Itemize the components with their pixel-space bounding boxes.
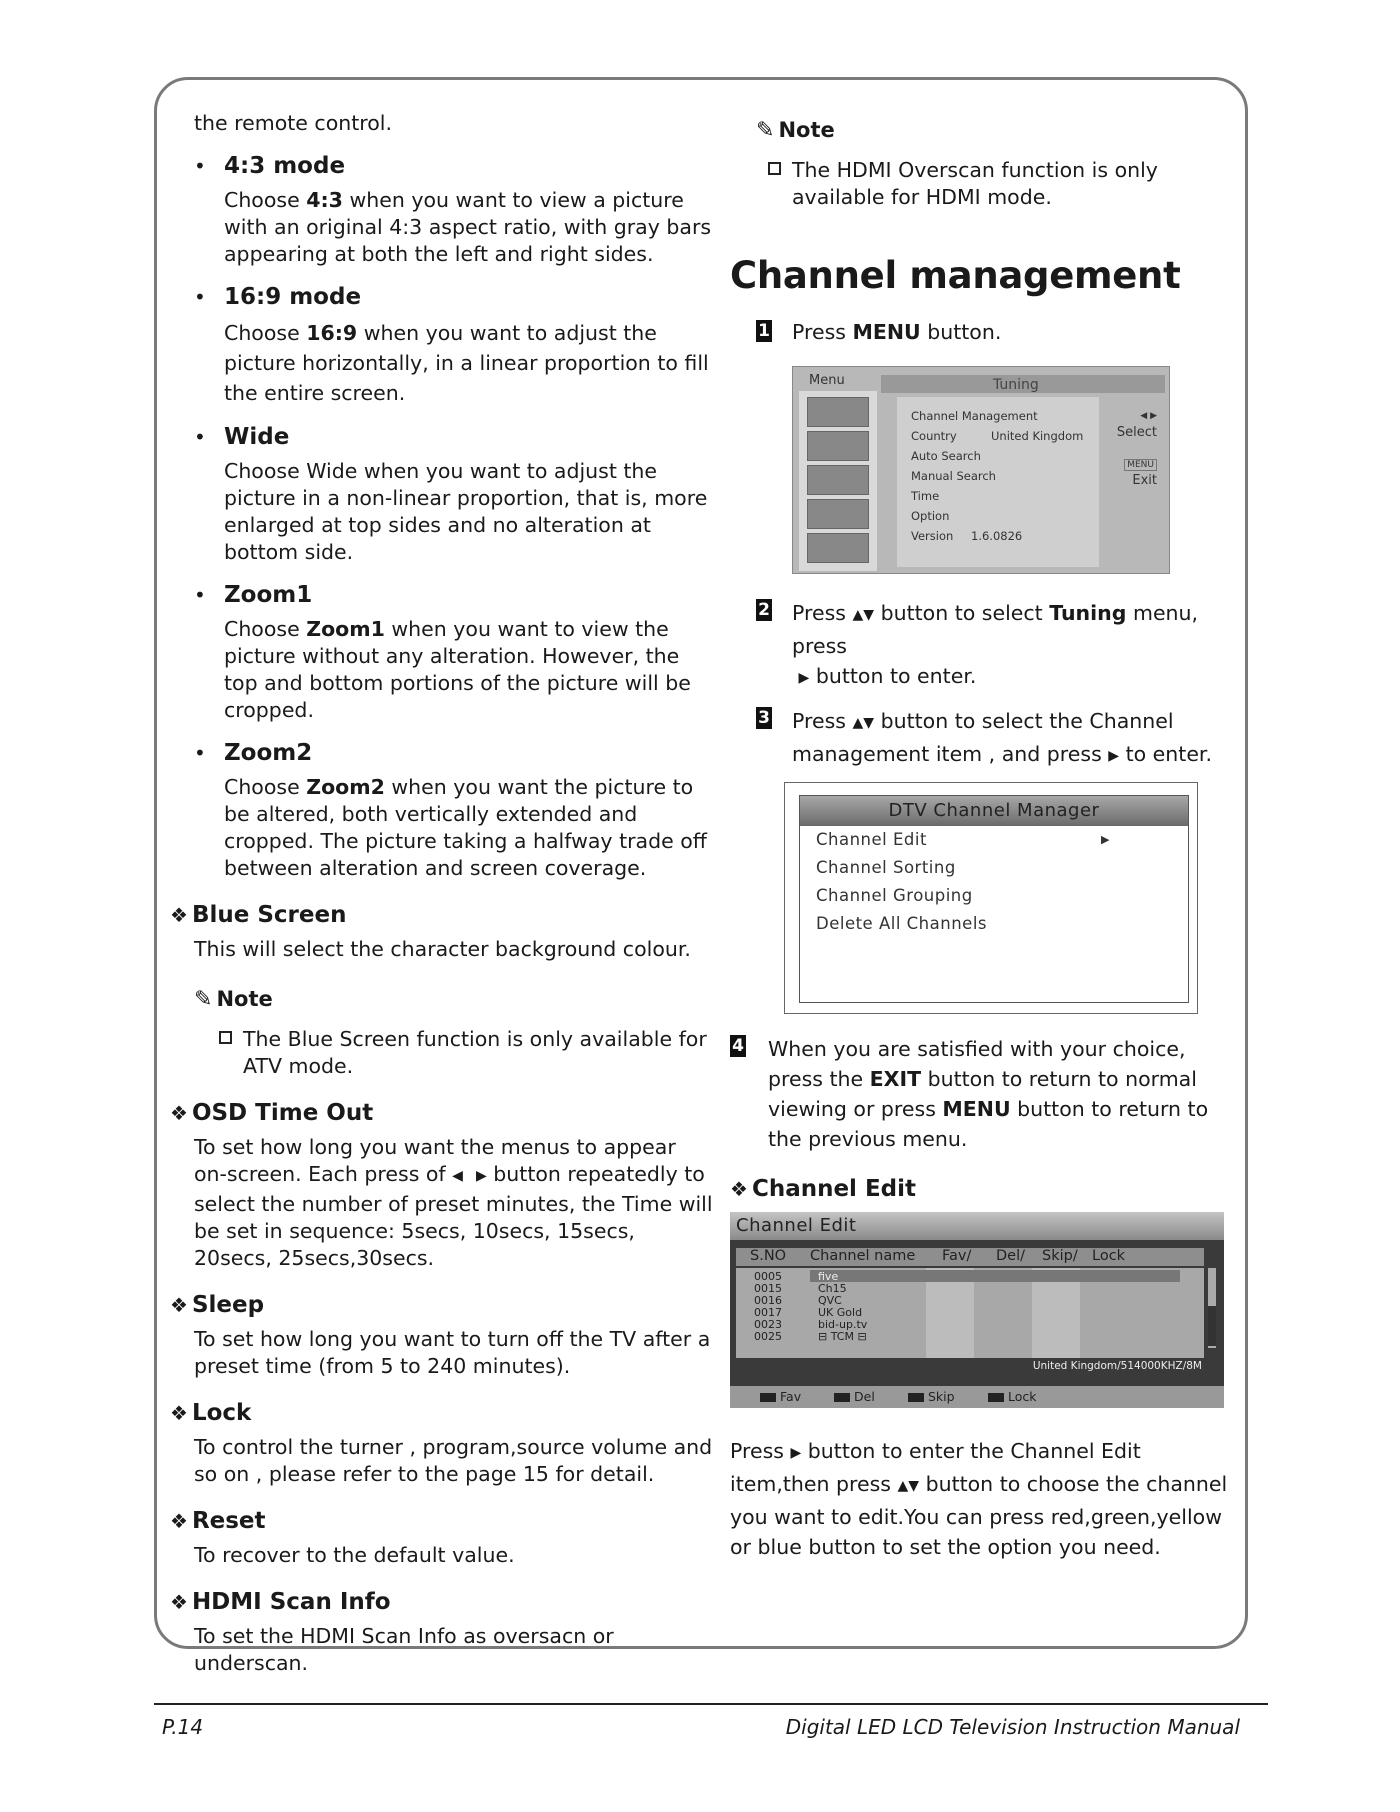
mode-title: Wide [224, 424, 290, 450]
pencil-icon: ✎ [756, 118, 775, 143]
right-arrow-icon: ▶ [1101, 833, 1110, 846]
step-number: 3 [756, 707, 772, 729]
row-sno: 0015 [754, 1282, 782, 1295]
left-arrow-icon: ◀ [452, 1168, 463, 1184]
note-hdmi-overscan [730, 116, 1240, 211]
section-osd-time-out [170, 1098, 714, 1272]
section-title: Sleep [191, 1292, 265, 1318]
menu-item: Version [911, 529, 954, 543]
dtv-title: DTV Channel Manager [800, 796, 1188, 826]
down-arrow-icon: ▼ [863, 607, 875, 623]
channel-edit-screenshot [730, 1212, 1224, 1408]
tuning-tab: Tuning [993, 377, 1039, 393]
version-value: 1.6.0826 [971, 529, 1023, 543]
right-arrow-icon: ▶ [1108, 748, 1120, 764]
mode-4-3: • 4:3 mode Choose 4:3 when you want to view a picture with an original 4:3 aspect ratio, with gray bars appearing at both the left and right sides. [194, 151, 714, 268]
section-text: To set how long you want the menus to appear on-screen. Each press of ◀ ▶ button repeatedly to select the number of preset minutes, the Time will be set in sequence: 5secs, 10secs, 15secs, 20secs, 25secs,30secs. [194, 1135, 713, 1270]
section-title: Channel Edit [751, 1176, 917, 1202]
menu-item: Country [911, 429, 957, 443]
menu-label: Menu [809, 373, 845, 388]
lock-icon: ⊟ [857, 1330, 867, 1343]
row-sno: 0017 [754, 1306, 782, 1319]
mode-text: Choose Zoom1 when you want to view the picture without any alteration. However, the top and bottom portions of the picture will be cropped. [224, 617, 691, 722]
section-title: Blue Screen [191, 902, 347, 928]
diamond-icon: ❖ [170, 903, 188, 927]
section-text: To set the HDMI Scan Info as oversacn or underscan. [194, 1624, 614, 1675]
diamond-icon: ❖ [170, 1509, 188, 1533]
step-number: 1 [756, 320, 772, 342]
yellow-key-icon [908, 1393, 924, 1402]
mode-title: Zoom2 [224, 740, 313, 766]
pencil-icon: ✎ [194, 987, 213, 1012]
note-blue-screen [194, 985, 714, 1080]
section-title: Reset [191, 1508, 266, 1534]
section-channel-edit [730, 1174, 1240, 1204]
final-instructions: Press ▶ button to enter the Channel Edit item,then press ▲▼ button to choose the channel you want to edit.You can press red,green,yellow or blue button to set the option you need. [730, 1439, 1228, 1559]
section-lock [170, 1398, 714, 1488]
mode-16-9: • 16:9 mode Choose 16:9 when you want to adjust the picture horizontally, in a linear proportion to fill the entire screen. [194, 282, 714, 408]
up-arrow-icon: ▲ [852, 715, 864, 731]
mode-zoom1: • Zoom1 Choose Zoom1 when you want to view the picture without any alteration. However, the top and bottom portions of the picture will be cropped. [194, 580, 714, 724]
row-name: Ch15 [818, 1282, 847, 1295]
section-reset [170, 1506, 714, 1569]
row-name: five [818, 1270, 839, 1283]
tuning-icon [807, 465, 869, 495]
step-2: 2 Press ▲▼ button to select Tuning menu, press ▶ button to enter. [730, 598, 1240, 694]
left-column [170, 110, 714, 1677]
row-sno: 0025 [754, 1330, 782, 1343]
green-key-icon [834, 1393, 850, 1402]
ce-footer: Fav Del Skip Lock [730, 1386, 1224, 1408]
section-hdmi-scan-info [170, 1587, 714, 1677]
section-text: To set how long you want to turn off the TV after a preset time (from 5 to 240 minutes). [194, 1327, 711, 1378]
tools-icon [807, 533, 869, 563]
ce-status: United Kingdom/514000KHZ/8M [1032, 1360, 1202, 1372]
ce-channel-list [736, 1268, 1204, 1358]
dtv-channel-manager-screenshot [784, 782, 1198, 1014]
col-header: S.NO [750, 1248, 787, 1264]
country-value: United Kingdom [991, 429, 1084, 443]
manual-title: Digital LED LCD Television Instruction Manual [785, 1715, 1240, 1739]
mode-text: Choose 4:3 when you want to view a picture with an original 4:3 aspect ratio, with gray bars appearing at both the left and right sides. [224, 188, 712, 266]
mode-wide: • Wide Choose Wide when you want to adjust the picture in a non-linear proportion, that is, more enlarged at top sides and no alteration at bottom side. [194, 422, 714, 566]
section-title: HDMI Scan Info [191, 1589, 391, 1615]
exit-label: Exit [1132, 473, 1157, 488]
right-arrow-icon: ▶ [790, 1445, 802, 1461]
menu-screenshot [792, 366, 1170, 574]
diamond-icon: ❖ [170, 1590, 188, 1614]
right-arrow-icon: ▶ [798, 670, 810, 686]
ce-title: Channel Edit [736, 1215, 857, 1236]
section-title: Lock [191, 1400, 252, 1426]
blue-key-icon [988, 1393, 1004, 1402]
mode-text: Choose Zoom2 when you want the picture to be altered, both vertically extended and cropped. The picture taking a halfway trade off between alteration and screen coverage. [224, 775, 707, 880]
section-sleep [170, 1290, 714, 1380]
mode-title: 16:9 mode [224, 284, 362, 310]
checkbox-icon [219, 1031, 232, 1044]
select-label: Select [1116, 425, 1157, 440]
down-arrow-icon: ▼ [863, 715, 875, 731]
menu-item: Auto Search [911, 449, 981, 463]
row-sno: 0023 [754, 1318, 782, 1331]
down-arrow-icon: ▼ [908, 1478, 920, 1494]
diamond-icon: ❖ [170, 1101, 188, 1125]
diamond-icon: ❖ [170, 1401, 188, 1425]
up-arrow-icon: ▲ [852, 607, 864, 623]
sound-icon [807, 431, 869, 461]
dtv-item: Channel Edit ▶ [816, 826, 1188, 854]
intro-text: the remote control. [194, 111, 393, 135]
col-header: Del/ [996, 1248, 1025, 1264]
step-3: 3 Press ▲▼ button to select the Channel management item , and press ▶ to enter. [730, 706, 1240, 772]
note-text: The Blue Screen function is only available for ATV mode. [243, 1027, 707, 1078]
row-sno: 0005 [754, 1270, 782, 1283]
section-text: To recover to the default value. [194, 1543, 515, 1567]
scrollbar [1208, 1268, 1216, 1348]
col-header: Skip/ [1042, 1248, 1078, 1264]
up-arrow-icon: ▲ [897, 1478, 909, 1494]
note-text: The HDMI Overscan function is only available for HDMI mode. [792, 158, 1158, 209]
note-title: Note [216, 987, 273, 1011]
lock-icon: ⊟ [818, 1330, 828, 1343]
col-header: Lock [1092, 1248, 1126, 1264]
row-name: ⊟ TCM ⊟ [818, 1330, 867, 1343]
right-column [730, 110, 1240, 1562]
dtv-item: Channel Grouping [816, 886, 973, 905]
mode-title: 4:3 mode [224, 153, 346, 179]
step-number: 2 [756, 599, 772, 621]
step-number: 4 [730, 1035, 746, 1057]
col-header: Channel name [810, 1248, 916, 1264]
dtv-item: Channel Sorting [816, 858, 956, 877]
diamond-icon: ❖ [730, 1177, 748, 1201]
step-1: 1 Press MENU button. [730, 319, 1240, 346]
row-name: UK Gold [818, 1306, 863, 1319]
left-right-arrows-icon: ◀ ▶ [1140, 411, 1157, 421]
page-heading: Channel management [730, 254, 1181, 297]
menu-key: MENU [1124, 459, 1157, 471]
row-name: bid-up.tv [818, 1318, 868, 1331]
menu-item: Option [911, 509, 950, 523]
diamond-icon: ❖ [170, 1293, 188, 1317]
tuning-panel [897, 397, 1099, 567]
red-key-icon [760, 1393, 776, 1402]
step-4: 4 When you are satisfied with your choice, press the EXIT button to return to normal viewing or press MENU button to return to the previous menu. [730, 1034, 1240, 1154]
mode-text: Choose Wide when you want to adjust the picture in a non-linear proportion, that is, more enlarged at top sides and no alteration at bottom side. [224, 459, 708, 564]
mode-title: Zoom1 [224, 582, 313, 608]
right-arrow-icon: ▶ [476, 1168, 487, 1184]
ce-column-headers [736, 1248, 1204, 1266]
mode-zoom2: • Zoom2 Choose Zoom2 when you want the picture to be altered, both vertically extended and cropped. The picture taking a halfway trade off between alteration and screen coverage. [194, 738, 714, 882]
section-title: OSD Time Out [191, 1100, 374, 1126]
page-number: P.14 [162, 1715, 204, 1739]
checkbox-icon [768, 162, 781, 175]
footer-rule [154, 1703, 1268, 1705]
picture-icon [807, 397, 869, 427]
section-text: This will select the character background colour. [194, 937, 691, 961]
menu-icon-column [799, 391, 877, 571]
menu-item: Time [911, 489, 940, 503]
menu-item: Channel Management [911, 409, 1038, 423]
section-blue-screen [170, 900, 714, 963]
mode-text: Choose 16:9 when you want to adjust the picture horizontally, in a linear proportion to fill the entire screen. [224, 321, 709, 405]
note-title: Note [778, 118, 835, 142]
dtv-item: Delete All Channels [816, 914, 987, 933]
folder-icon [807, 499, 869, 529]
row-name: QVC [818, 1294, 842, 1307]
menu-item: Manual Search [911, 469, 996, 483]
col-header: Fav/ [942, 1248, 972, 1264]
row-sno: 0016 [754, 1294, 782, 1307]
section-text: To control the turner , program,source volume and so on , please refer to the page 15 for detail. [194, 1435, 713, 1486]
